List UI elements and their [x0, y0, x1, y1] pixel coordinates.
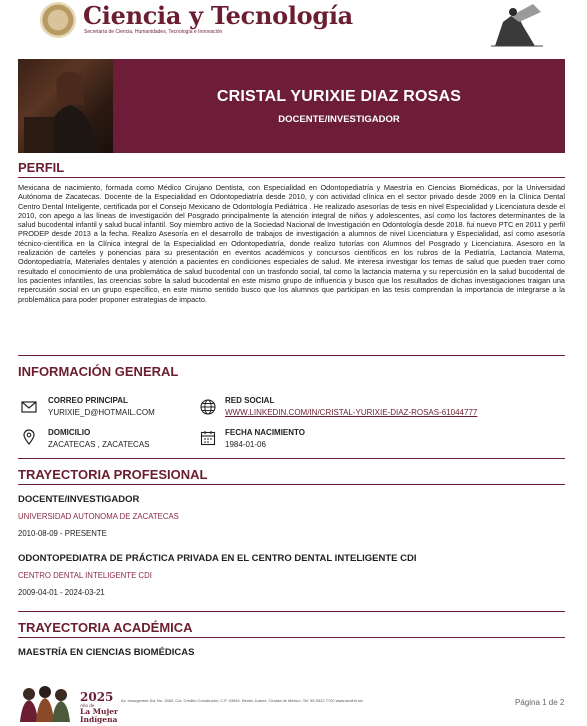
- email-value: YURIXIE_D@HOTMAIL.COM: [48, 408, 155, 417]
- indigenous-women-illustration-icon: [17, 682, 77, 722]
- address-label: DOMICILIO: [48, 428, 91, 437]
- profile-photo: [18, 59, 113, 153]
- footer-year-caption: Año de: [80, 703, 95, 708]
- page-header: [0, 0, 587, 52]
- job-title: DOCENTE/INVESTIGADOR: [18, 494, 140, 505]
- page-number: Página 1 de 2: [515, 698, 565, 707]
- job-dates: 2010-08-09 - PRESENTE: [18, 529, 107, 538]
- job-dates: 2009-04-01 - 2024-03-21: [18, 588, 105, 597]
- trayectoria-profesional-title: TRAYECTORIA PROFESIONAL: [18, 467, 208, 482]
- trayectoria-academica-title: TRAYECTORIA ACADÉMICA: [18, 620, 193, 635]
- perfil-text: Mexicana de nacimiento, formada como Médico Cirujano Dentista, con Especialidad en Odontopediatría y Maestría en Ciencias Biomédicas, por la Universidad Autónoma de Zacatecas. Docente de la Especialidad en Odontopediatría desde 2010, y con actividad clínica en el sector privado desde 2009 en la Clínica Dental Centro Dental Inteligente, certificada por el Consejo Mexicano de Odontología Pediátrica . He realizado asesorías de tesis en nivel Especialidad y Licenciatura desde el 2010, con apego a las líneas de investigación del Posgrado principalmente la atención integral de niños y adolescentes, así como los factores determinantes de la salud bucodental infantil y salud bucal infantil. Soy miembro activo de la Sociedad Nacional de Investigación en Odontología desde 2018. fui nuevo PTC en 2011 y perfil PRODEP desde 2013 a la fecha. Realizo Asesoría en el desarrollo de trabajos de investigación a alumnos de nivel Licenciatura y Especialidad, así como asesoría técnico-científica en la Clínica integral de la Especialidad en Odontopediatría, donde realizo tutorías con Alumnos del Posgrado y Licenciatura. Asesoro en la realización de carteles y ponencias para su presentación en eventos académicos y concursos científicos en los rubros de la Pediatría, Lactancia Materna, Odontopediatría, Materiales dentales y atención a pacientes en condiciones especiales de salud. Me interesa investigar los temas de salud que pueden traer como resultado el conocimiento de una problemática de salud bucodental con un trasfondo social, tal como la lactancia materna y su repercusión en la salud bucodental de los pacientes infantiles, las creencias sobre la salud bucodental en este mismo grupo de influencia y busco que los resultados de dichas investigaciones traigan una repercusión social en un grupo específico, en este mismo sentido busco que los alumnos que participan en las tesis comprendan la importancia de integrarse a la problemática para poder proponer estrategias de impacto.: [18, 183, 565, 304]
- footer-campaign: La Mujer Indígena: [80, 707, 118, 724]
- envelope-icon: [20, 398, 38, 416]
- social-label: RED SOCIAL: [225, 396, 275, 405]
- job-organization: UNIVERSIDAD AUTONOMA DE ZACATECAS: [18, 512, 179, 521]
- birth-value: 1984-01-06: [225, 440, 266, 449]
- footer-year: 2025: [80, 690, 114, 704]
- brand-title: Ciencia y Tecnología: [83, 1, 353, 30]
- address-value: ZACATECAS , ZACATECAS: [48, 440, 150, 449]
- job-organization: CENTRO DENTAL INTELIGENTE CDI: [18, 571, 152, 580]
- perfil-section-title: PERFIL: [18, 160, 65, 175]
- section-divider: [18, 611, 565, 612]
- info-section-title: INFORMACIÓN GENERAL: [18, 364, 179, 379]
- section-divider: [18, 355, 565, 356]
- location-pin-icon: [20, 428, 38, 446]
- calendar-icon: [199, 429, 217, 447]
- profile-role: DOCENTE/INVESTIGADOR: [278, 114, 400, 125]
- national-seal-icon: [40, 2, 76, 38]
- linkedin-link[interactable]: WWW.LINKEDIN.COM/IN/CRISTAL-YURIXIE-DIAZ-ROSAS-61044777: [225, 408, 478, 417]
- footer-address: Av. Insurgentes Sur No. 1582, Col. Crédito Constructor, C.P. 03940, Benito Juárez, Ciudad de México. Tel: 55 5322 7700 www.secihti.mx: [121, 698, 364, 703]
- degree-title: MAESTRÍA EN CIENCIAS BIOMÉDICAS: [18, 647, 195, 658]
- email-label: CORREO PRINCIPAL: [48, 396, 128, 405]
- section-divider: [18, 177, 565, 178]
- section-divider: [18, 484, 565, 485]
- globe-icon: [199, 398, 217, 416]
- person-silhouette-icon: [18, 59, 113, 153]
- profile-name: CRISTAL YURIXIE DIAZ ROSAS: [216, 88, 462, 105]
- job-title: ODONTOPEDIATRA DE PRÁCTICA PRIVADA EN EL CENTRO DENTAL INTELIGENTE CDI: [18, 553, 417, 564]
- brand-subtitle: Secretaría de Ciencia, Humanidades, Tecnología e Innovación: [84, 29, 223, 35]
- birth-label: FECHA NACIMIENTO: [225, 428, 305, 437]
- flag-figure-icon: [489, 2, 545, 48]
- section-divider: [18, 458, 565, 459]
- section-divider: [18, 637, 565, 638]
